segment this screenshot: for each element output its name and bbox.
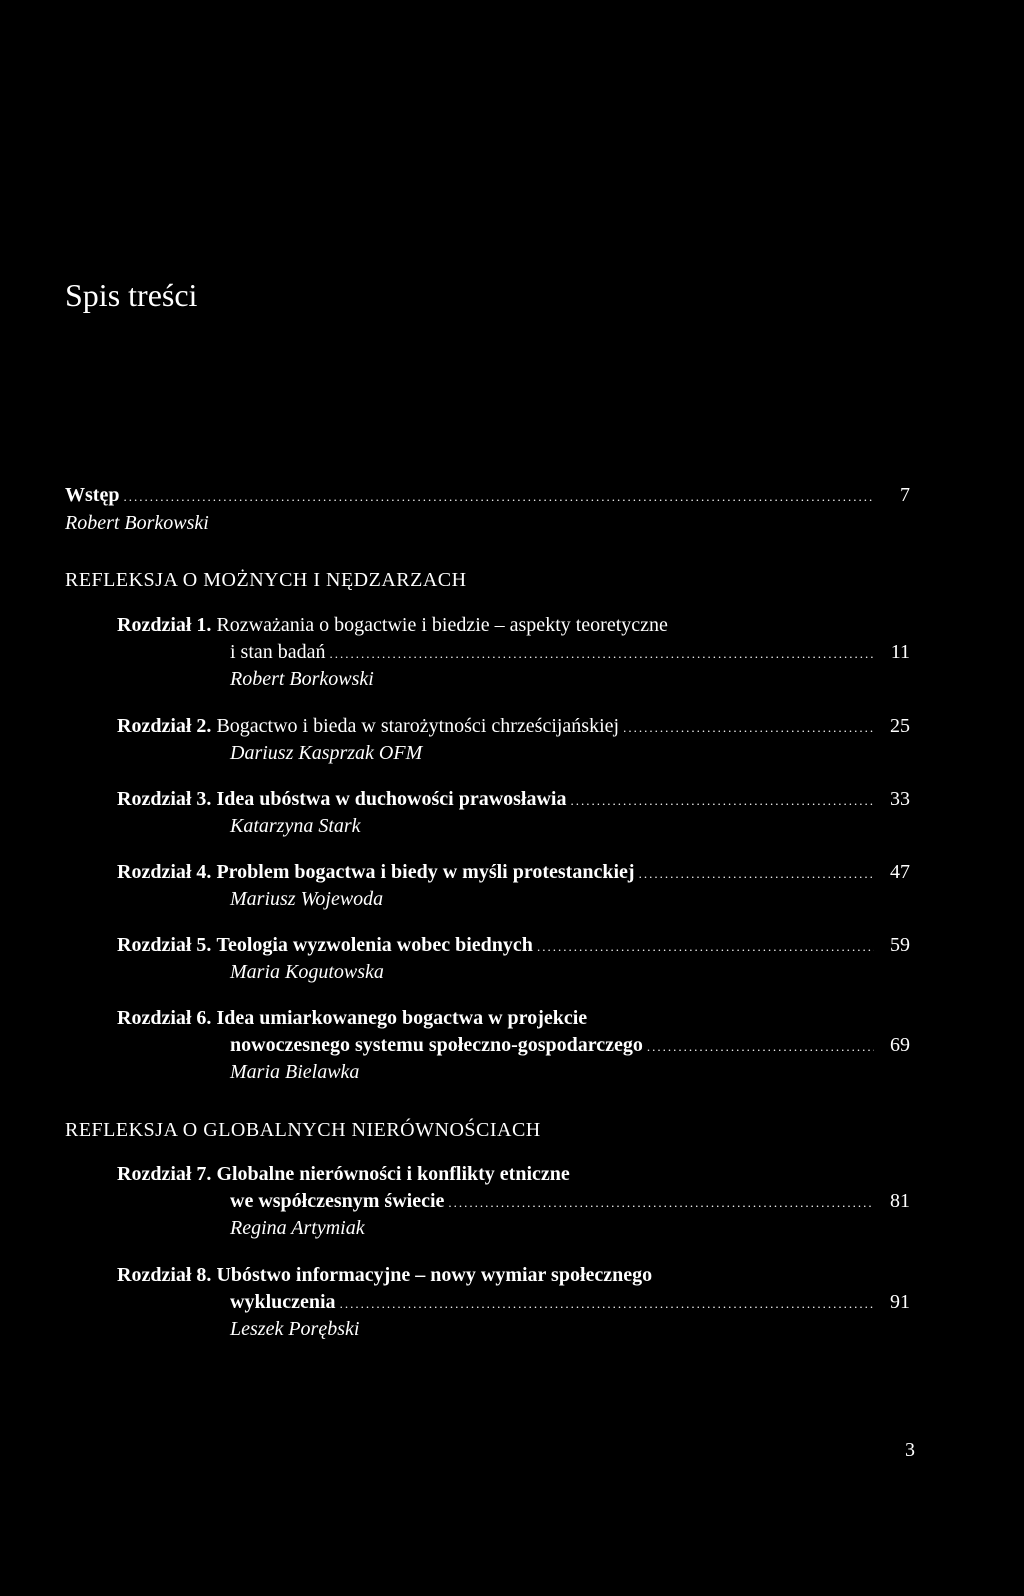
toc-author: Dariusz Kasprzak OFM [230, 742, 423, 764]
leader-dots [647, 1033, 874, 1061]
chapter-title: Teologia wyzwolenia wobec biednych [216, 934, 533, 956]
page-number: 3 [905, 1439, 915, 1461]
toc-entry-chapter-8[interactable] [117, 1261, 652, 1289]
chapter-label: Rozdział 8. [117, 1264, 212, 1286]
toc-page-number: 11 [890, 641, 910, 663]
toc-author: Leszek Porębski [230, 1318, 360, 1340]
leader-dots [340, 1290, 874, 1318]
chapter-title-cont: nowoczesnego systemu społeczno-gospodarczego [230, 1034, 643, 1056]
leader-dots [623, 714, 874, 742]
toc-author: Regina Artymiak [230, 1217, 365, 1239]
chapter-title: Ubóstwo informacyjne – nowy wymiar społecznego [216, 1264, 653, 1286]
toc-author: Robert Borkowski [230, 668, 374, 690]
toc-author: Katarzyna Stark [230, 815, 361, 837]
chapter-label: Rozdział 2. [117, 715, 212, 737]
toc-author: Mariusz Wojewoda [230, 888, 384, 910]
chapter-title: Globalne nierówności i konflikty etniczne [216, 1163, 570, 1185]
toc-entry-chapter-3[interactable] [117, 785, 910, 815]
chapter-title: Bogactwo i bieda w starożytności chrześcijańskiej [216, 715, 620, 737]
toc-entry-chapter-4[interactable] [117, 858, 910, 888]
chapter-label: Rozdział 3. [117, 788, 212, 810]
toc-entry-chapter-1[interactable] [117, 611, 668, 639]
leader-dots [571, 787, 875, 815]
toc-page-number: 59 [890, 934, 910, 956]
toc-entry-chapter-6-cont[interactable] [230, 1031, 910, 1061]
page-title: Spis treści [65, 277, 198, 314]
toc-entry-title: Wstęp [65, 484, 120, 506]
toc-page-number: 81 [890, 1190, 910, 1212]
chapter-title-cont: we współczesnym świecie [230, 1190, 445, 1212]
section-heading: REFLEKSJA O MOŻNYCH I NĘDZARZACH [65, 569, 467, 591]
chapter-label: Rozdział 6. [117, 1007, 212, 1029]
toc-entry-chapter-8-cont[interactable] [230, 1288, 910, 1318]
chapter-label: Rozdział 5. [117, 934, 212, 956]
toc-page-number: 91 [890, 1291, 910, 1313]
leader-dots [639, 860, 874, 888]
toc-page-number: 7 [900, 484, 910, 506]
toc-entry-intro[interactable] [65, 481, 910, 511]
toc-author: Robert Borkowski [65, 512, 209, 534]
toc-page-number: 25 [890, 715, 910, 737]
toc-entry-chapter-5[interactable] [117, 931, 910, 961]
section-heading: REFLEKSJA O GLOBALNYCH NIERÓWNOŚCIACH [65, 1119, 541, 1141]
chapter-title: Idea ubóstwa w duchowości prawosławia [216, 788, 567, 810]
leader-dots [537, 933, 874, 961]
chapter-title-cont: wykluczenia [230, 1291, 336, 1313]
leader-dots [330, 640, 874, 668]
toc-entry-chapter-6[interactable] [117, 1004, 587, 1032]
leader-dots [123, 483, 874, 511]
toc-entry-chapter-7-cont[interactable] [230, 1187, 910, 1217]
chapter-title: Problem bogactwa i biedy w myśli protestanckiej [216, 861, 635, 883]
chapter-title: Idea umiarkowanego bogactwa w projekcie [216, 1007, 588, 1029]
chapter-title: Rozważania o bogactwie i biedzie – aspekty teoretyczne [216, 614, 668, 636]
toc-page-number: 69 [890, 1034, 910, 1056]
toc-entry-chapter-1-cont[interactable] [230, 638, 910, 668]
chapter-label: Rozdział 4. [117, 861, 212, 883]
toc-entry-chapter-2[interactable] [117, 712, 910, 742]
leader-dots [448, 1189, 874, 1217]
chapter-label: Rozdział 7. [117, 1163, 212, 1185]
chapter-title-cont: i stan badań [230, 641, 326, 663]
toc-page-number: 47 [890, 861, 910, 883]
toc-entry-chapter-7[interactable] [117, 1160, 570, 1188]
chapter-label: Rozdział 1. [117, 614, 212, 636]
toc-page-number: 33 [890, 788, 910, 810]
toc-author: Maria Bielawka [230, 1061, 360, 1083]
toc-author: Maria Kogutowska [230, 961, 384, 983]
